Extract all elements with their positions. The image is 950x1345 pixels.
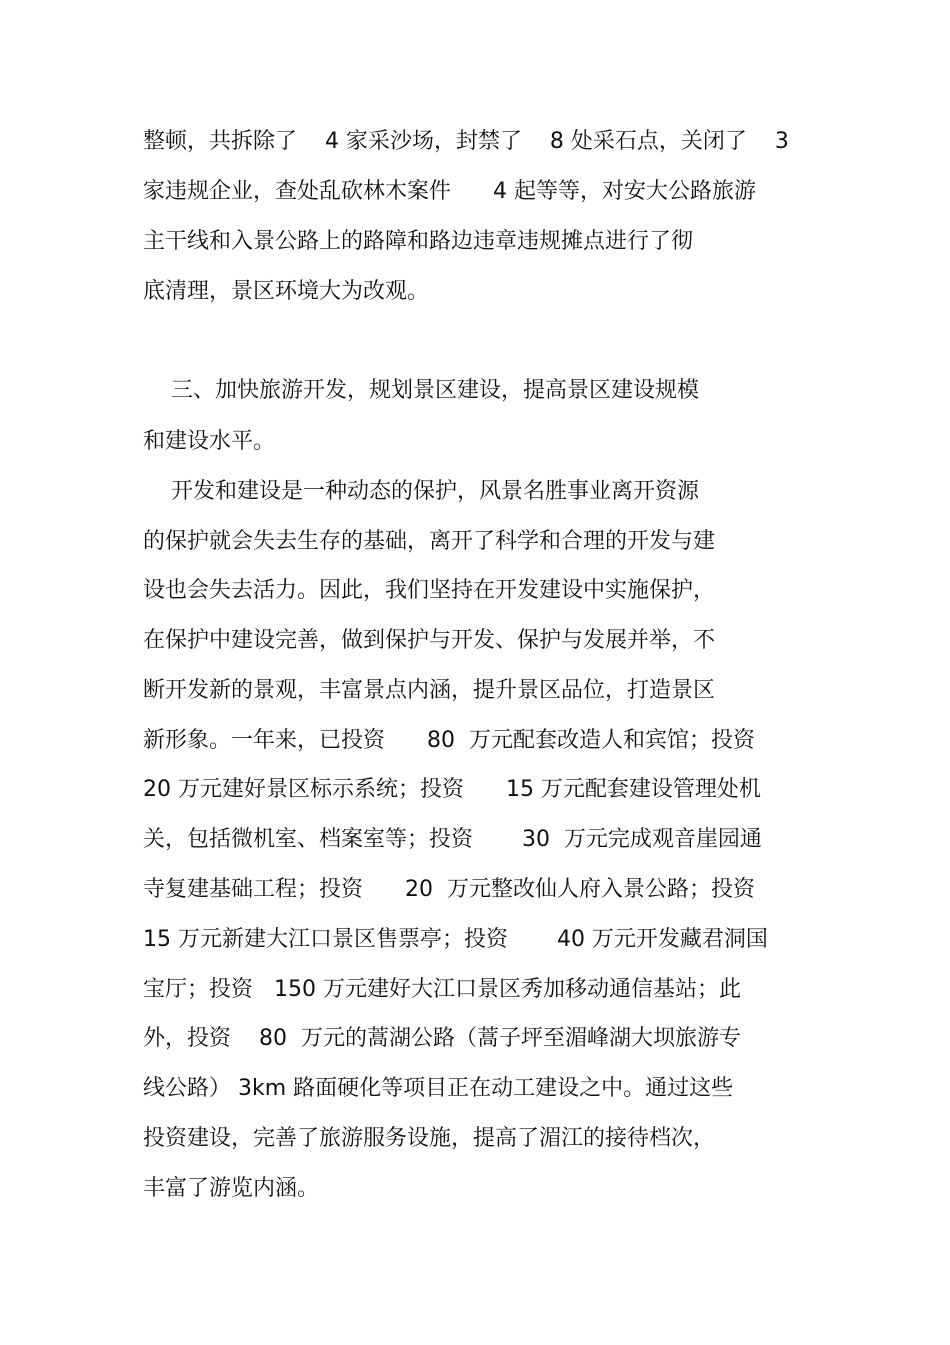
- text-line: 寺复建基础工程；投资 20 万元整改仙人府入景公路；投资: [143, 877, 755, 902]
- section-heading-line: 和建设水平。: [143, 429, 276, 454]
- text-line: 丰富了游览内涵。: [143, 1176, 320, 1201]
- text-line: 断开发新的景观，丰富景点内涵，提升景区品位，打造景区: [143, 678, 716, 703]
- text-line: 的保护就会失去生存的基础，离开了科学和合理的开发与建: [143, 529, 716, 554]
- text-line: 15 万元新建大江口景区售票亭；投资 40 万元开发藏君洞国: [143, 927, 768, 952]
- text-line: 投资建设，完善了旅游服务设施，提高了湄江的接待档次，: [143, 1126, 716, 1151]
- text-line: 宝厅；投资 150 万元建好大江口景区秀加移动通信基站；此: [143, 977, 741, 1002]
- text-line: 主干线和入景公路上的路障和路边违章违规摊点进行了彻: [143, 229, 694, 254]
- text-line: 底清理，景区环境大为改观。: [143, 279, 430, 304]
- text-line: 开发和建设是一种动态的保护，风景名胜事业离开资源: [143, 479, 699, 504]
- text-line: 外，投资 80 万元的蒿湖公路（蒿子坪至湄峰湖大坝旅游专: [143, 1026, 741, 1051]
- text-line: 设也会失去活力。因此，我们坚持在开发建设中实施保护，: [143, 578, 716, 603]
- text-line: 20 万元建好景区标示系统；投资 15 万元配套建设管理处机: [143, 777, 761, 802]
- text-line: 在保护中建设完善，做到保护与开发、保护与发展并举，不: [143, 628, 716, 653]
- text-line: 新形象。一年来，已投资 80 万元配套改造人和宾馆；投资: [143, 728, 755, 753]
- text-line: 整顿，共拆除了 4 家采沙场，封禁了 8 处采石点，关闭了 3: [143, 129, 789, 154]
- section-heading-line: 三、加快旅游开发，规划景区建设，提高景区建设规模: [143, 378, 699, 403]
- text-line: 关，包括微机室、档案室等；投资 30 万元完成观音崖园通: [143, 827, 762, 852]
- text-line: 家违规企业，查处乱砍林木案件 4 起等等，对安大公路旅游: [143, 179, 756, 204]
- text-line: 线公路） 3km 路面硬化等项目正在动工建设之中。通过这些: [143, 1076, 734, 1101]
